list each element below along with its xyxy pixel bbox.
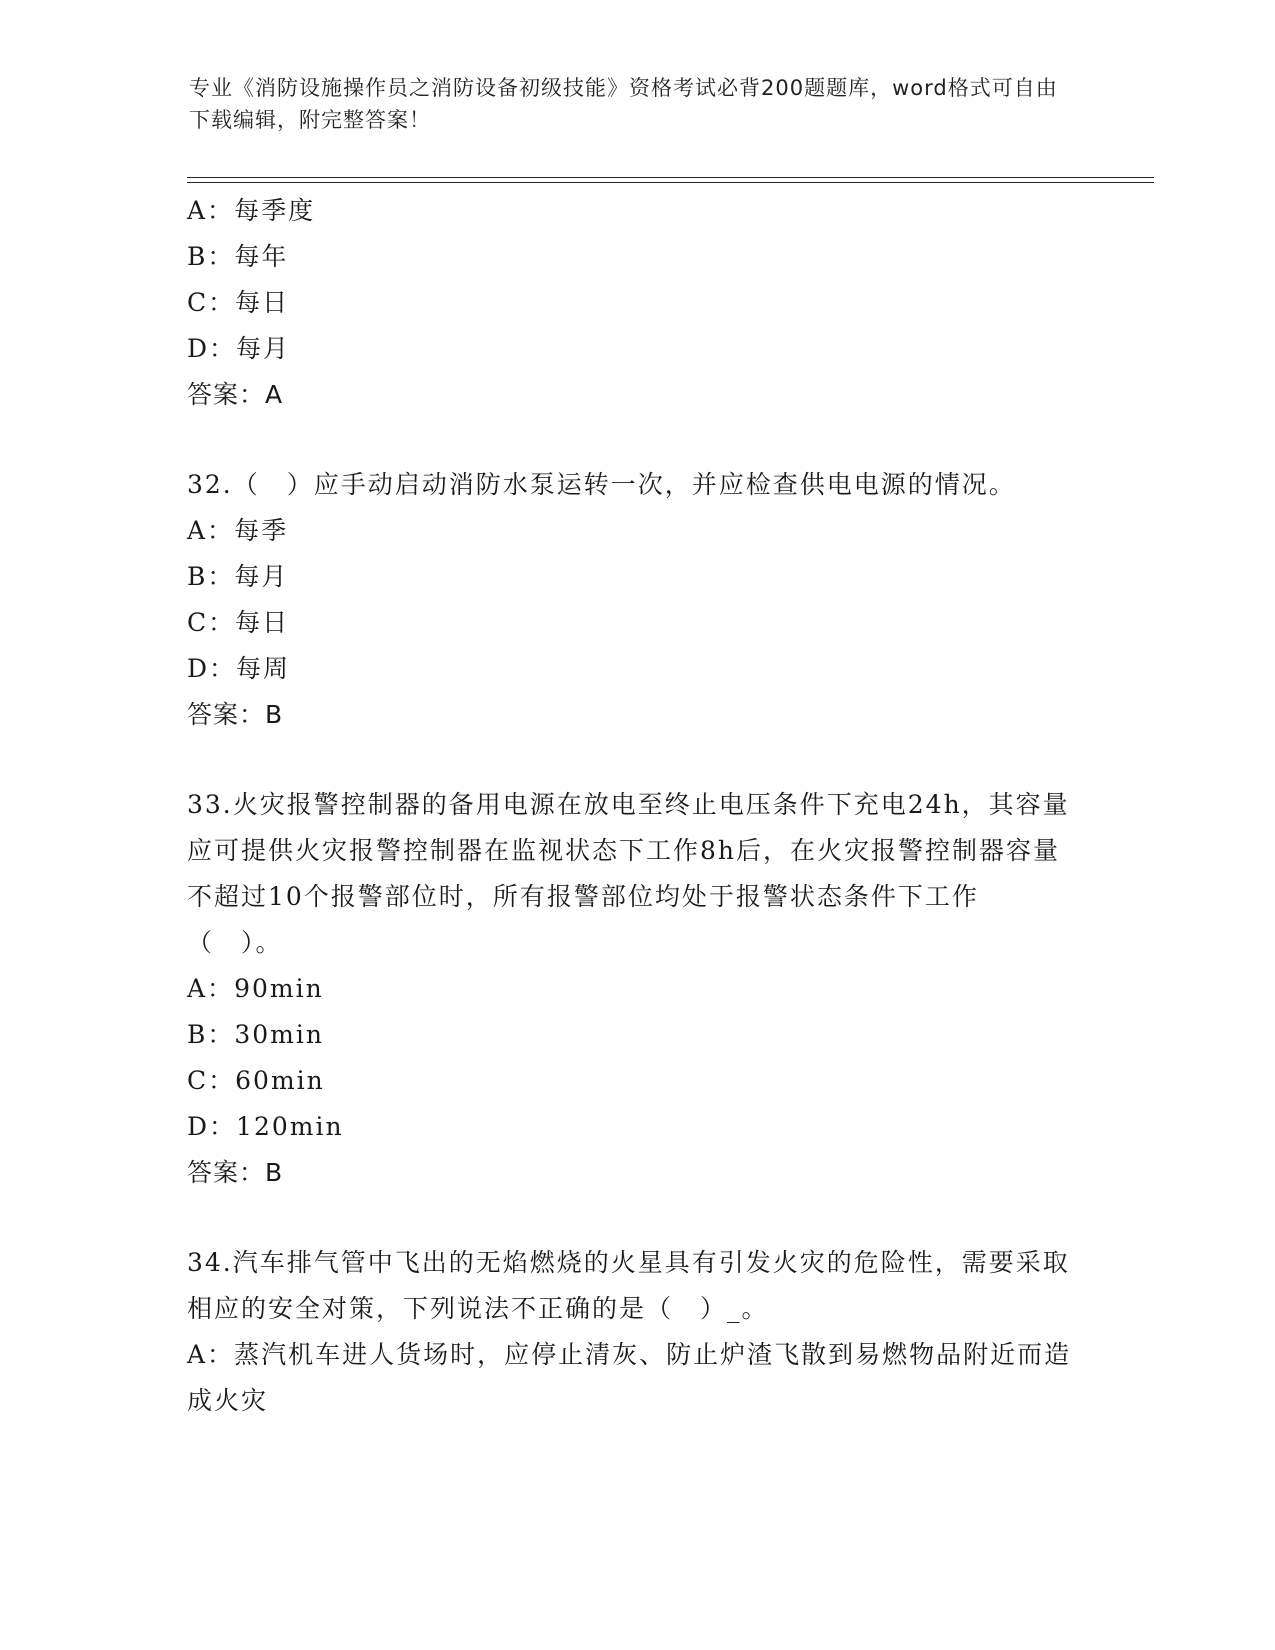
answer-line: 答案：B (187, 1158, 284, 1187)
option-a: A：90min (187, 974, 324, 1003)
option-d: D：每周 (187, 654, 291, 683)
question-stem: 32.（ ）应手动启动消防水泵运转一次，并应检查供电电源的情况。 (187, 470, 1016, 499)
option-d: D：每月 (187, 334, 291, 363)
question-stem: 33.火灾报警控制器的备用电源在放电至终止电压条件下充电24h，其容量应可提供火灾报警控制器在监视状态下工作8h后，在火灾报警控制器容量不超过10个报警部位时，所有报警部位均处于报警状态条件下工作（ ）。 (187, 790, 1070, 957)
option-d: D：120min (187, 1112, 344, 1141)
option-c: C：60min (187, 1066, 325, 1095)
question-stem: 34.汽车排气管中飞出的无焰燃烧的火星具有引发火灾的危险性，需要采取相应的安全对策，下列说法不正确的是（ ）_。 (187, 1248, 1070, 1323)
header-rule-top (187, 177, 1154, 178)
question-33 (187, 782, 1087, 1196)
option-b: B：30min (187, 1020, 324, 1049)
question-list (187, 188, 1087, 1424)
option-a: A：每季 (187, 516, 289, 545)
question-34 (187, 1240, 1087, 1424)
answer-line: 答案：B (187, 700, 284, 729)
option-a: A：蒸汽机车进人货场时，应停止清灰、防止炉渣飞散到易燃物品附近而造成火灾 (187, 1340, 1072, 1415)
question-32 (187, 462, 1087, 738)
answer-line: 答案：A (187, 380, 284, 409)
option-a: A：每季度 (187, 196, 316, 225)
option-b: B：每月 (187, 562, 289, 591)
option-b: B：每年 (187, 242, 289, 271)
page-header: 专业《消防设施操作员之消防设备初级技能》资格考试必背200题题库，word格式可自由下载编辑，附完整答案！ (189, 76, 1058, 132)
option-c: C：每日 (187, 288, 290, 317)
header-rule-bottom (187, 182, 1154, 183)
option-c: C：每日 (187, 608, 290, 637)
question-fragment (187, 188, 1087, 418)
